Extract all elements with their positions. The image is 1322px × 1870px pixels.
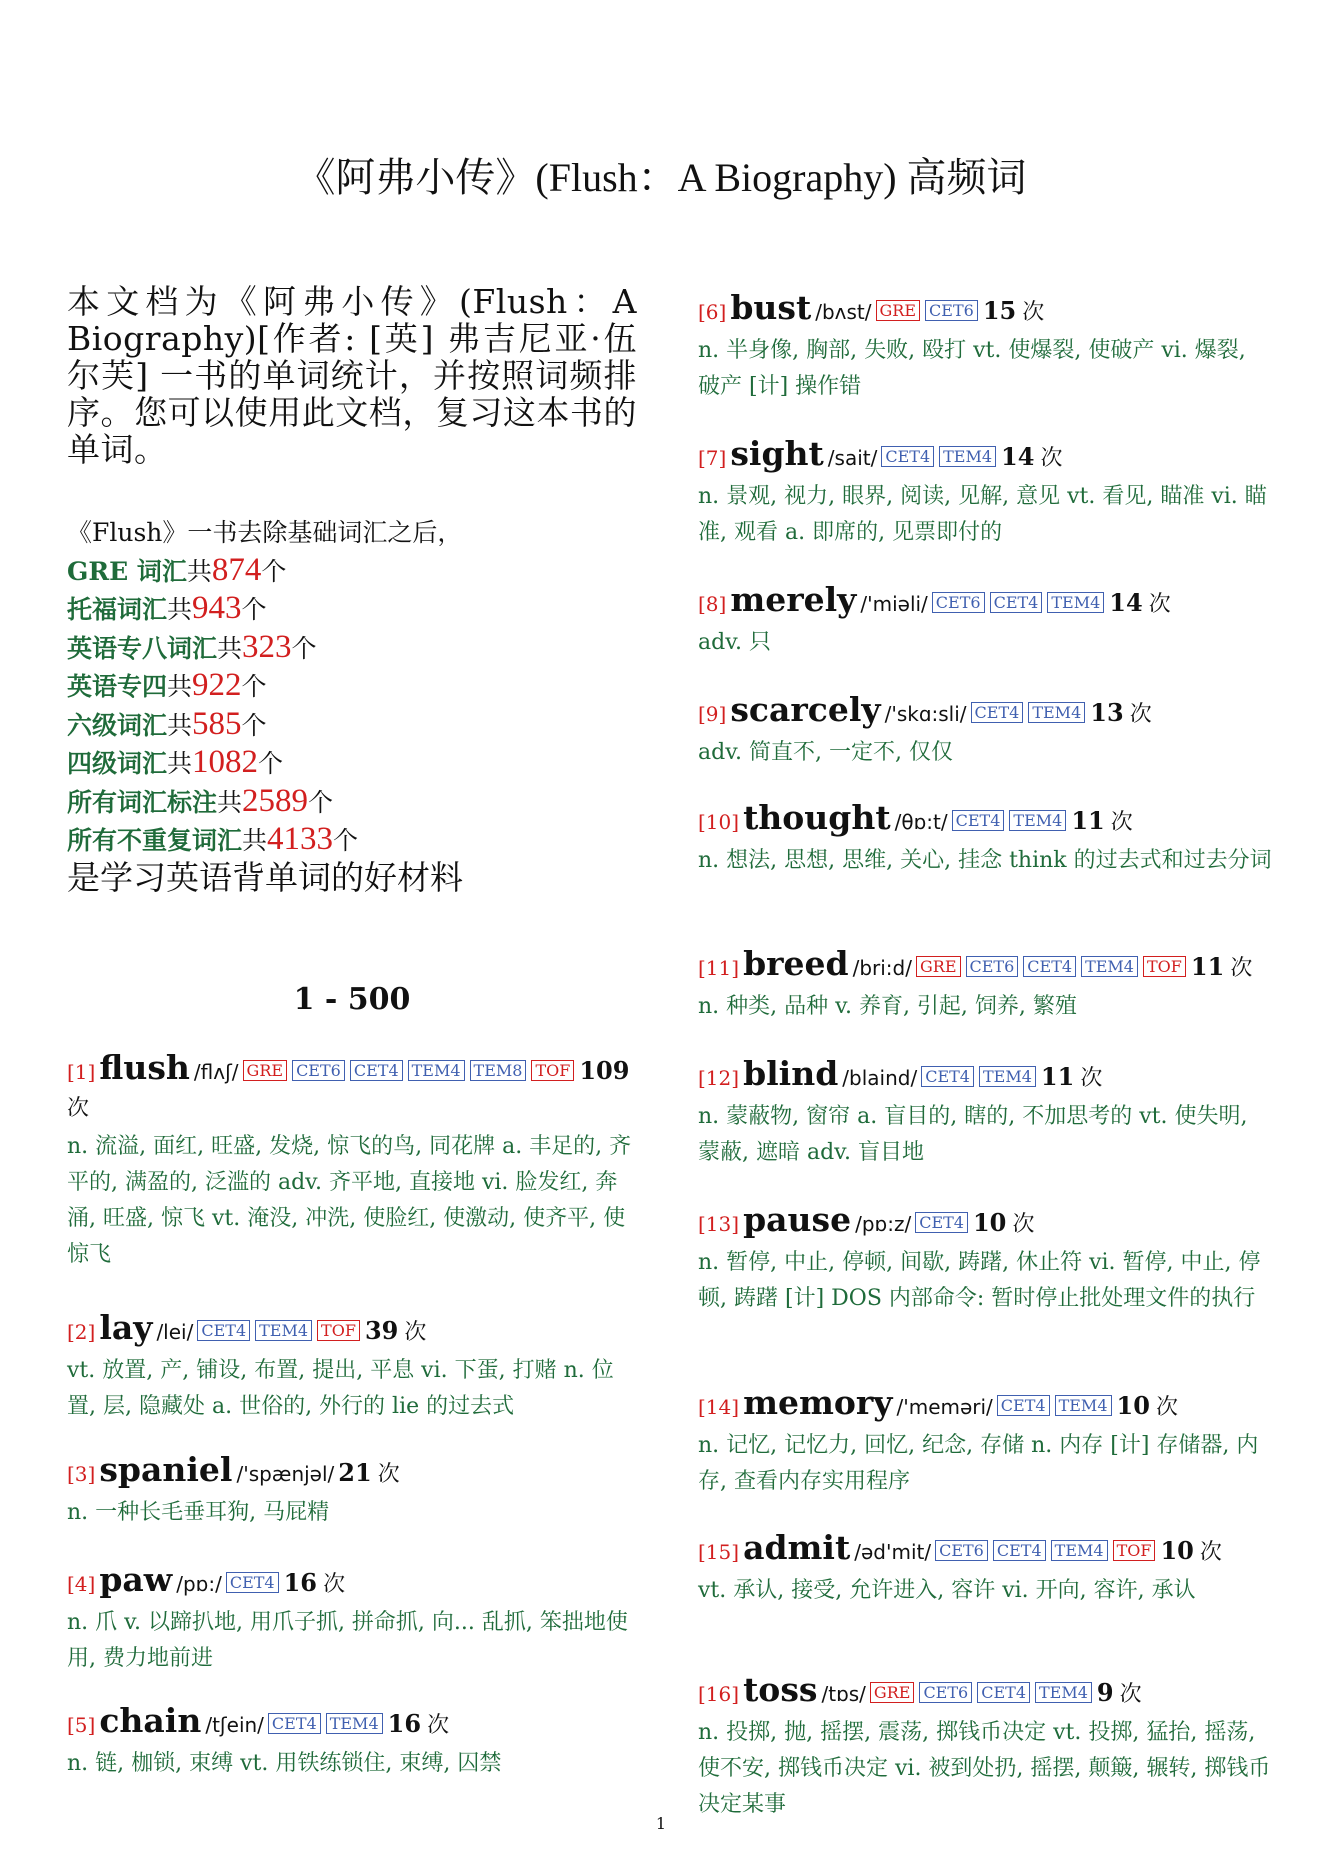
exam-tag-badge: TEM4	[1009, 810, 1066, 831]
entry-word: thought	[743, 798, 891, 837]
exam-tag-badge: CET4	[971, 702, 1024, 723]
entry-head	[698, 692, 1273, 733]
entry-definition: n. 流溢, 面红, 旺盛, 发烧, 惊飞的鸟, 同花牌 a. 丰足的, 齐平的, 满盈的, 泛滥的 adv. 齐平地, 直接地 vi. 脸发红, 奔涌, 旺盛, 惊飞 vt. 淹没, 冲洗, 使脸红, 使激动, 使齐平, 使惊飞	[67, 1134, 632, 1267]
entry-count: 16	[387, 1709, 422, 1738]
entry-head	[698, 1202, 1273, 1243]
entry-count: 13	[1090, 698, 1124, 727]
entry-count-unit: 次	[1040, 446, 1063, 471]
vocabulary-stats	[67, 515, 637, 896]
entry-word: lay	[99, 1308, 153, 1347]
entry-count-unit: 次	[1022, 300, 1045, 325]
stat-number: 874	[211, 551, 262, 588]
exam-tag-badge: CET4	[197, 1320, 250, 1341]
entry-count: 14	[1001, 442, 1035, 471]
entry-count-unit: 次	[377, 1462, 400, 1487]
word-entry	[67, 1703, 637, 1782]
entry-count: 14	[1109, 588, 1143, 617]
entry-definition: n. 景观, 视力, 眼界, 阅读, 见解, 意见 vt. 看见, 瞄准 vi. 瞄准, 观看 a. 即席的, 见票即付的	[698, 484, 1267, 545]
stat-label: GRE 词汇	[67, 556, 187, 586]
entry-definition: n. 爪 v. 以蹄扒地, 用爪子抓, 拼命抓, 向... 乱抓, 笨拙地使用, 费力地前进	[67, 1610, 628, 1671]
stat-label: 所有不重复词汇	[67, 826, 243, 855]
entry-count: 11	[1040, 1062, 1075, 1091]
exam-tag-badge: TEM4	[1028, 702, 1085, 723]
entry-definition: n. 投掷, 抛, 摇摆, 震荡, 掷钱币决定 vt. 投掷, 猛抬, 摇荡, 使不安, 掷钱币决定 vi. 被到处扔, 摇摆, 颠簸, 辗转, 掷钱币决定某事	[698, 1720, 1271, 1817]
entry-count: 11	[1071, 806, 1105, 835]
word-entry	[698, 1672, 1273, 1823]
entry-count-unit: 次	[1155, 1395, 1178, 1420]
entry-phonetic: /θɒ:t/	[894, 810, 948, 834]
exam-tag-badge: CET6	[932, 592, 985, 613]
stat-unit: 个	[261, 556, 287, 586]
entry-count: 21	[338, 1458, 372, 1487]
stat-mid: 共	[217, 633, 243, 663]
entry-count-unit: 次	[1110, 810, 1133, 835]
stat-number: 2589	[242, 782, 309, 819]
exam-tag-badge: TOF	[317, 1320, 360, 1341]
entry-count-unit: 次	[1012, 1212, 1035, 1237]
stat-label: 英语专八词汇	[67, 633, 218, 663]
exam-tag-badge: CET4	[915, 1212, 968, 1233]
entry-count-unit: 次	[404, 1320, 427, 1345]
entry-head	[698, 946, 1273, 987]
entry-word: chain	[99, 1701, 202, 1740]
word-entry	[698, 800, 1273, 879]
stat-mid: 共	[217, 787, 243, 817]
stat-label: 四级词汇	[67, 749, 168, 778]
exam-tag-badge: GRE	[916, 956, 961, 977]
entry-phonetic: /blaind/	[842, 1066, 918, 1090]
stats-lead: 《Flush》一书去除基础词汇之后，	[67, 518, 463, 547]
entry-count: 10	[1116, 1391, 1150, 1420]
entry-definition: n. 暂停, 中止, 停顿, 间歇, 踌躇, 休止符 vi. 暂停, 中止, 停顿, 踌躇 [计] DOS 内部命令: 暂时停止批处理文件的执行	[698, 1250, 1261, 1311]
exam-tag-badge: TEM4	[408, 1060, 465, 1081]
entry-word: spaniel	[99, 1450, 233, 1489]
entry-count-unit: 次	[427, 1713, 450, 1738]
exam-tag-badge: CET6	[292, 1060, 345, 1081]
entry-count-unit: 次	[323, 1572, 346, 1597]
entry-index: [10]	[698, 810, 740, 834]
entry-head	[67, 1310, 637, 1351]
entry-phonetic: /bri:d/	[852, 956, 912, 980]
entry-definition: n. 蒙蔽物, 窗帘 a. 盲目的, 瞎的, 不加思考的 vt. 使失明, 蒙蔽, 遮暗 adv. 盲目地	[698, 1104, 1248, 1165]
stat-unit: 个	[333, 826, 359, 855]
exam-tag-badge: CET4	[993, 1540, 1046, 1561]
entry-phonetic: /bʌst/	[815, 300, 872, 324]
entry-head	[67, 1562, 637, 1603]
entry-index: [12]	[698, 1066, 740, 1090]
exam-tag-badge: CET4	[952, 810, 1005, 831]
entry-index: [15]	[698, 1540, 740, 1564]
entry-word: memory	[743, 1383, 893, 1422]
stat-row	[67, 821, 637, 860]
entry-index: [9]	[698, 702, 727, 726]
entry-phonetic: /'spænjəl/	[236, 1462, 335, 1486]
entry-count: 16	[283, 1568, 318, 1597]
word-entry	[698, 1385, 1273, 1500]
exam-tag-badge: CET6	[925, 300, 978, 321]
entry-word: admit	[743, 1528, 851, 1567]
stat-number: 943	[192, 590, 242, 626]
exam-tag-badge: CET6	[919, 1682, 972, 1703]
exam-tag-badge: GRE	[876, 300, 921, 321]
exam-tag-badge: CET4	[881, 446, 934, 467]
exam-tag-badge: TOF	[1143, 956, 1186, 977]
entry-phonetic: /lei/	[156, 1320, 194, 1344]
stat-row	[67, 783, 637, 822]
entry-definition: n. 记忆, 记忆力, 回忆, 纪念, 存储 n. 内存 [计] 存储器, 内存, 查看内存实用程序	[698, 1433, 1259, 1494]
stat-unit: 个	[258, 749, 284, 778]
entry-word: flush	[99, 1048, 190, 1087]
entry-index: [1]	[67, 1060, 96, 1084]
stat-row	[67, 706, 637, 745]
entry-word: blind	[743, 1054, 839, 1093]
stat-row	[67, 744, 637, 783]
entry-word: sight	[730, 434, 824, 473]
intro-paragraph: 本文档为《阿弗小传》(Flush：A Biography)[作者: [英] 弗吉尼亚·伍尔芙] 一书的单词统计，并按照词频排序。您可以使用此文档，复习这本书的单词。	[67, 282, 637, 469]
stat-row	[67, 629, 637, 668]
entry-count: 15	[982, 296, 1017, 325]
word-entry	[698, 1056, 1273, 1171]
word-entry	[698, 946, 1273, 1025]
entry-phonetic: /tɒs/	[821, 1682, 866, 1706]
entry-definition: vt. 放置, 产, 铺设, 布置, 提出, 平息 vi. 下蛋, 打赌 n. 位置, 层, 隐藏处 a. 世俗的, 外行的 lie 的过去式	[67, 1358, 614, 1419]
entry-index: [8]	[698, 592, 727, 616]
stat-mid: 共	[167, 749, 193, 778]
stat-unit: 个	[241, 595, 267, 624]
entry-head	[698, 1672, 1273, 1713]
entry-count: 10	[1160, 1536, 1194, 1565]
range-heading: 1 - 500	[293, 982, 411, 1017]
entry-definition: n. 种类, 品种 v. 养育, 引起, 饲养, 繁殖	[698, 994, 1077, 1019]
entry-count-unit: 次	[1230, 956, 1253, 981]
exam-tag-badge: CET4	[997, 1395, 1050, 1416]
stat-label: 六级词汇	[67, 710, 168, 740]
exam-tag-badge: TEM4	[1047, 592, 1104, 613]
entry-index: [11]	[698, 956, 740, 980]
word-entry	[67, 1562, 637, 1677]
exam-tag-badge: TOF	[531, 1060, 574, 1081]
exam-tag-badge: CET4	[1023, 956, 1076, 977]
exam-tag-badge: TOF	[1113, 1540, 1156, 1561]
stats-tail: 是学习英语背单词的好材料	[67, 857, 463, 897]
entry-count-unit: 次	[1129, 702, 1152, 727]
entry-head	[67, 1452, 637, 1493]
exam-tag-badge: TEM4	[1035, 1682, 1092, 1703]
entry-count: 39	[364, 1316, 399, 1345]
entry-definition: adv. 简直不, 一定不, 仅仅	[698, 740, 953, 765]
entry-phonetic: /sait/	[827, 446, 878, 470]
entry-head	[67, 1703, 637, 1744]
entry-index: [3]	[67, 1462, 96, 1486]
stat-number: 4133	[267, 821, 334, 857]
entry-index: [5]	[67, 1713, 96, 1737]
exam-tag-badge: CET4	[990, 592, 1043, 613]
entry-count: 11	[1190, 952, 1225, 981]
exam-tag-badge: TEM4	[1055, 1395, 1112, 1416]
stat-row	[67, 667, 637, 706]
entry-count: 109	[579, 1056, 630, 1085]
stat-label: 所有词汇标注	[67, 787, 218, 817]
entry-count-unit: 次	[67, 1096, 90, 1121]
word-entry	[67, 1452, 637, 1531]
entry-count: 10	[972, 1208, 1007, 1237]
entry-phonetic: /flʌʃ/	[193, 1060, 239, 1084]
exam-tag-badge: TEM8	[470, 1060, 527, 1081]
entry-count-unit: 次	[1119, 1682, 1142, 1707]
entry-head	[698, 1056, 1273, 1097]
entry-word: bust	[730, 288, 812, 327]
exam-tag-badge: CET4	[268, 1713, 321, 1734]
page-number: 1	[655, 1814, 667, 1833]
entry-word: pause	[743, 1200, 852, 1239]
page-title: 《阿弗小传》(Flush：A Biography) 高频词	[295, 155, 1027, 200]
exam-tag-badge: TEM4	[1081, 956, 1138, 977]
entry-index: [2]	[67, 1320, 96, 1344]
word-entry	[67, 1050, 637, 1273]
entry-head	[698, 800, 1273, 841]
entry-index: [16]	[698, 1682, 740, 1706]
word-entry	[698, 1202, 1273, 1317]
exam-tag-badge: TEM4	[255, 1320, 312, 1341]
exam-tag-badge: CET4	[226, 1572, 279, 1593]
entry-index: [13]	[698, 1212, 740, 1236]
entry-word: toss	[743, 1670, 818, 1709]
entry-head	[698, 582, 1273, 623]
entry-phonetic: /'meməri/	[896, 1395, 993, 1419]
entry-phonetic: /əd'mit/	[854, 1540, 932, 1564]
exam-tag-badge: GRE	[243, 1060, 288, 1081]
exam-tag-badge: TEM4	[326, 1713, 383, 1734]
exam-tag-badge: CET4	[977, 1682, 1030, 1703]
stat-mid: 共	[186, 556, 212, 586]
entry-index: [4]	[67, 1572, 96, 1596]
entry-head	[67, 1050, 637, 1127]
stat-mid: 共	[167, 595, 193, 624]
stat-number: 323	[242, 628, 292, 665]
stat-unit: 个	[291, 633, 317, 663]
entry-phonetic: /pɒ:z/	[855, 1212, 912, 1236]
entry-definition: n. 想法, 思想, 思维, 关心, 挂念 think 的过去式和过去分词	[698, 848, 1272, 873]
exam-tag-badge: CET6	[935, 1540, 988, 1561]
entry-index: [14]	[698, 1395, 740, 1419]
stat-mid: 共	[167, 710, 193, 740]
entry-count-unit: 次	[1199, 1540, 1222, 1565]
entry-word: breed	[743, 944, 849, 983]
entry-definition: n. 半身像, 胸部, 失败, 殴打 vt. 使爆裂, 使破产 vi. 爆裂, 破产 [计] 操作错	[698, 338, 1246, 399]
stat-number: 585	[192, 705, 242, 742]
entry-definition: adv. 只	[698, 630, 772, 655]
entry-head	[698, 1530, 1273, 1571]
exam-tag-badge: TEM4	[1051, 1540, 1108, 1561]
stat-row	[67, 552, 637, 591]
entry-word: paw	[99, 1560, 173, 1599]
word-entry	[698, 1530, 1273, 1609]
word-entry	[698, 582, 1273, 661]
stat-label: 托福词汇	[67, 595, 168, 624]
word-entry	[698, 436, 1273, 551]
entry-word: merely	[730, 580, 857, 619]
entry-phonetic: /tʃein/	[205, 1713, 264, 1737]
word-entry	[698, 692, 1273, 771]
entry-phonetic: /'skɑ:sli/	[884, 702, 967, 726]
stat-unit: 个	[241, 672, 267, 701]
exam-tag-badge: TEM4	[979, 1066, 1036, 1087]
entry-head	[698, 1385, 1273, 1426]
exam-tag-badge: CET4	[921, 1066, 974, 1087]
entry-index: [6]	[698, 300, 727, 324]
word-entry	[698, 290, 1273, 405]
entry-phonetic: /pɒ:/	[176, 1572, 222, 1596]
exam-tag-badge: CET4	[350, 1060, 403, 1081]
entry-phonetic: /'miəli/	[860, 592, 928, 616]
entry-head	[698, 436, 1273, 477]
exam-tag-badge: CET6	[966, 956, 1019, 977]
stat-unit: 个	[241, 710, 267, 740]
entry-count-unit: 次	[1080, 1066, 1103, 1091]
word-entry	[67, 1310, 637, 1425]
exam-tag-badge: GRE	[870, 1682, 915, 1703]
stat-number: 922	[192, 667, 242, 703]
stat-row	[67, 590, 637, 629]
entry-head	[698, 290, 1273, 331]
entry-definition: vt. 承认, 接受, 允许进入, 容许 vi. 开向, 容许, 承认	[698, 1578, 1196, 1603]
stat-mid: 共	[167, 672, 193, 701]
stat-number: 1082	[192, 744, 259, 780]
entry-count-unit: 次	[1148, 592, 1171, 617]
entry-index: [7]	[698, 446, 727, 470]
entry-definition: n. 链, 枷锁, 束缚 vt. 用铁练锁住, 束缚, 囚禁	[67, 1751, 502, 1776]
stat-mid: 共	[242, 826, 268, 855]
stat-unit: 个	[308, 787, 334, 817]
entry-word: scarcely	[730, 690, 881, 729]
exam-tag-badge: TEM4	[939, 446, 996, 467]
entry-definition: n. 一种长毛垂耳狗, 马屁精	[67, 1500, 330, 1525]
stat-label: 英语专四	[67, 672, 168, 701]
entry-count: 9	[1096, 1678, 1114, 1707]
